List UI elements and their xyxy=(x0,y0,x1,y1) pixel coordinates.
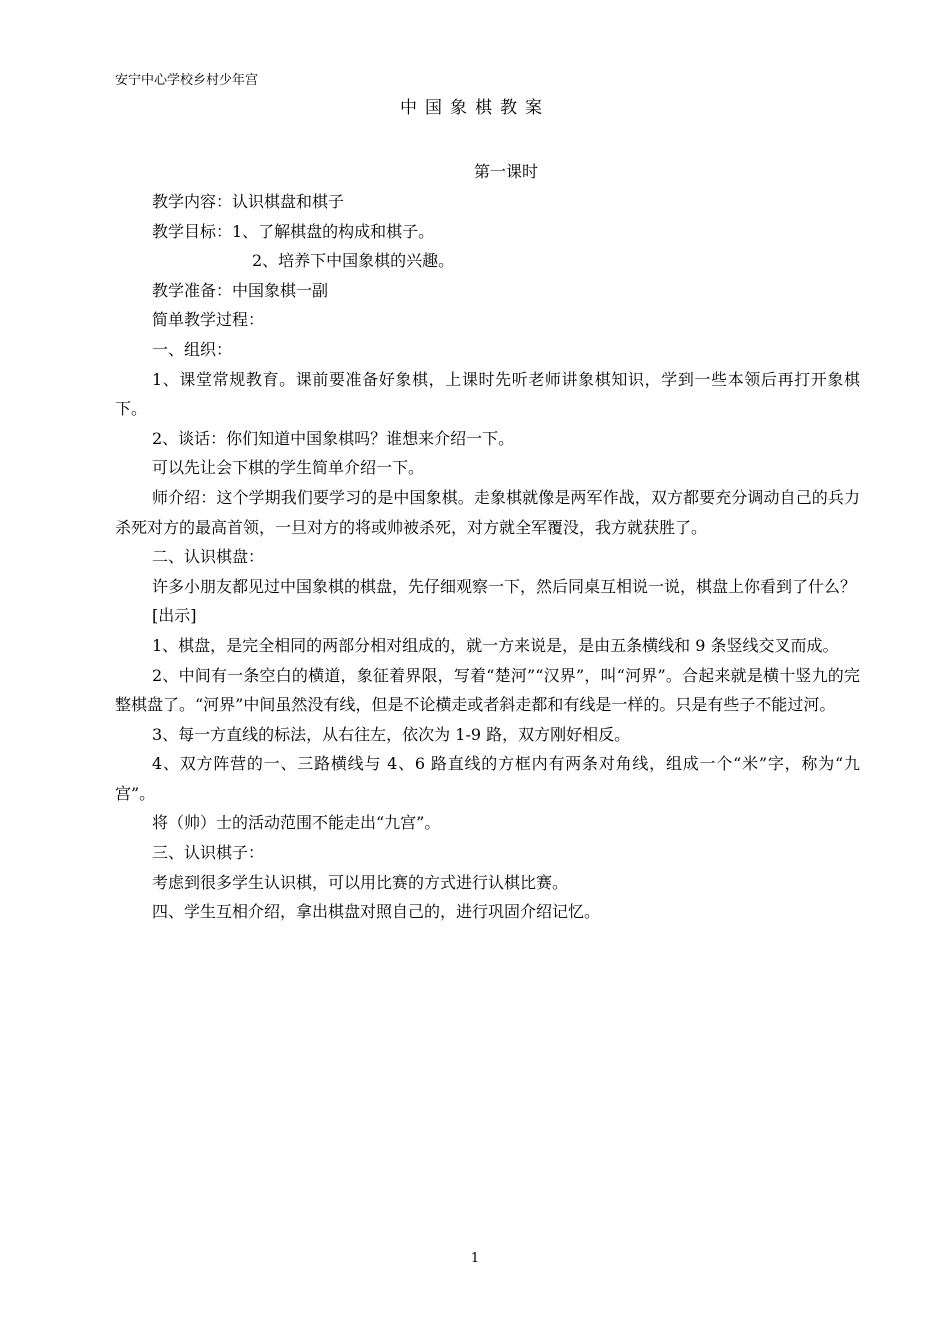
paragraph-board-point-3: 3、每一方直线的标法，从右往左，依次为 1-9 路，双方刚好相反。 xyxy=(152,724,631,744)
paragraph-process-heading: 简单教学过程： xyxy=(152,310,265,330)
document-title: 中国象棋教案 xyxy=(400,98,550,118)
paragraph-student-intro: 可以先让会下棋的学生简单介绍一下。 xyxy=(152,458,425,478)
paragraph-teaching-prep: 教学准备：中国象棋一副 xyxy=(152,280,329,300)
paragraph-teaching-goal-2: 2、培养下中国象棋的兴趣。 xyxy=(252,251,455,271)
document-body xyxy=(115,187,860,927)
paragraph-board-point-1: 1、棋盘，是完全相同的两部分相对组成的，就一方来说是，是由五条横线和 9 条竖线交叉而成。 xyxy=(152,635,839,655)
header-organization: 安宁中心学校乡村少年宫 xyxy=(115,73,259,88)
paragraph-board-point-2: 2、中间有一条空白的横道，象征着界限，写着“楚河”“汉界”，叫“河界”。合起来就是横十竖九的完整棋盘了。“河界”中间虽然没有线，但是不论横走或者斜走都和有线是一样的。只是有些子不能过河。 xyxy=(115,665,860,715)
paragraph-observe-board: 许多小朋友都见过中国象棋的棋盘，先仔细观察一下，然后同桌互相说一说，棋盘上你看到了什么？ xyxy=(152,576,857,596)
paragraph-talk: 2、谈话：你们知道中国象棋吗？谁想来介绍一下。 xyxy=(152,428,515,448)
section-heading-pieces: 三、认识棋子： xyxy=(152,843,265,863)
section-heading-board: 二、认识棋盘： xyxy=(152,547,265,567)
page-number: 1 xyxy=(470,1251,480,1266)
section-heading-organize: 一、组织： xyxy=(152,339,233,359)
paragraph-piece-contest: 考虑到很多学生认识棋，可以用比赛的方式进行认棋比赛。 xyxy=(152,872,569,892)
paragraph-teaching-goal-1: 教学目标：1、了解棋盘的构成和棋子。 xyxy=(152,221,435,241)
paragraph-teacher-intro: 师介绍：这个学期我们要学习的是中国象棋。走象棋就像是两军作战，双方都要充分调动自己的兵力杀死对方的最高首领，一旦对方的将或帅被杀死，对方就全军覆没，我方就获胜了。 xyxy=(115,487,860,537)
paragraph-palace-rule: 将（帅）士的活动范围不能走出“九宫”。 xyxy=(152,813,441,833)
paragraph-show: [出示] xyxy=(152,606,197,626)
lesson-title: 第一课时 xyxy=(473,162,538,181)
section-heading-review: 四、学生互相介绍，拿出棋盘对照自己的，进行巩固介绍记忆。 xyxy=(152,902,601,922)
paragraph-classroom-routine: 1、课堂常规教育。课前要准备好象棋，上课时先听老师讲象棋知识，学到一些本领后再打开象棋下。 xyxy=(115,369,860,419)
paragraph-board-point-4: 4、双方阵营的一、三路横线与 4、6 路直线的方框内有两条对角线，组成一个“米”字，称为“九宫”。 xyxy=(115,754,860,803)
paragraph-teaching-content: 教学内容：认识棋盘和棋子 xyxy=(152,192,345,211)
